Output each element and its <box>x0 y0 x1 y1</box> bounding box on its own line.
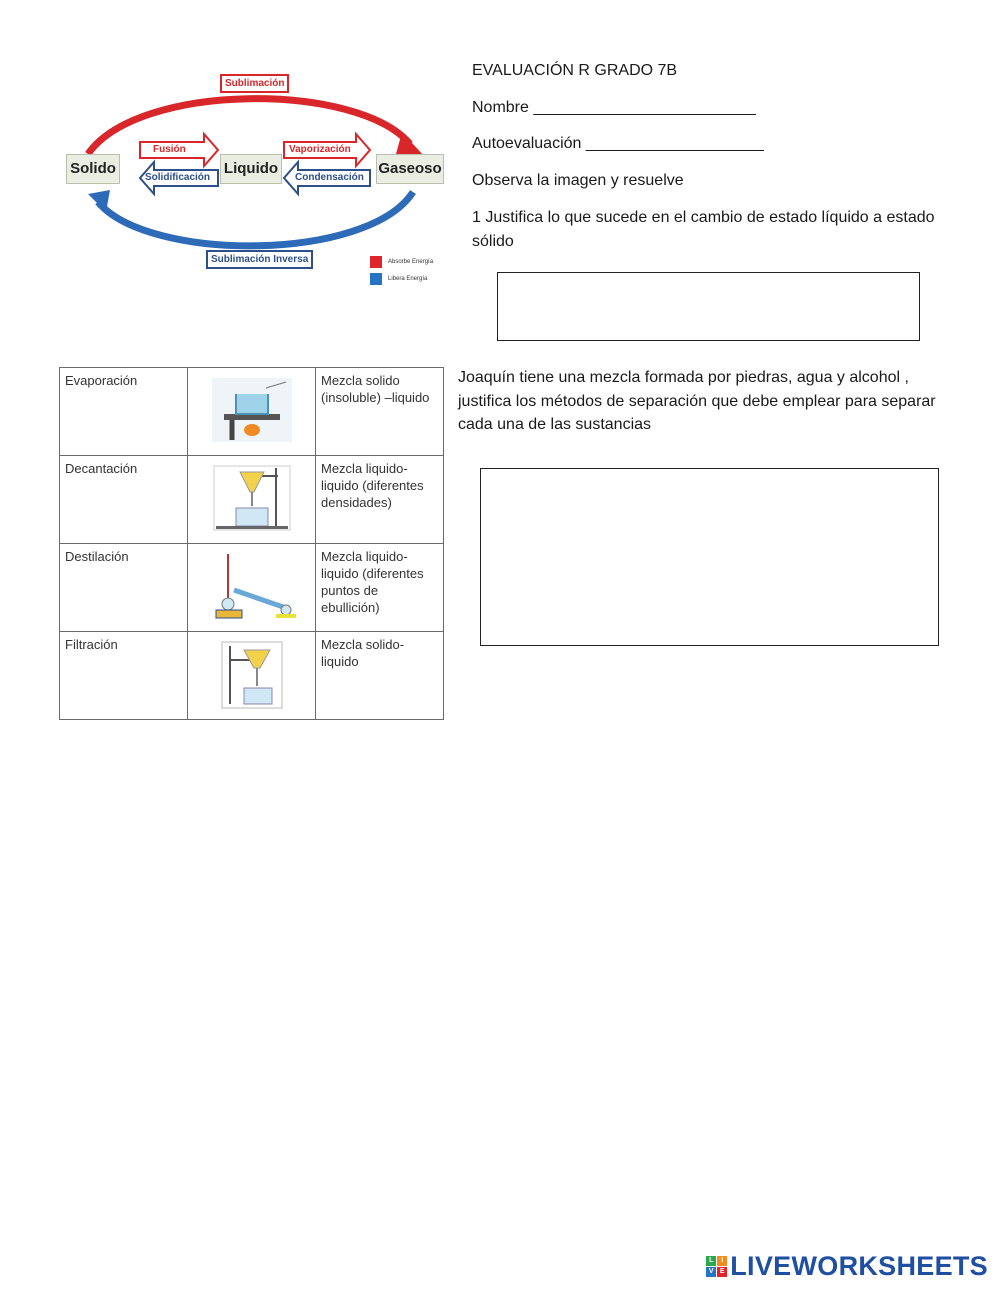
state-changes-diagram <box>58 62 448 294</box>
legend-absorbs-text: Absorbe Energía <box>388 259 434 265</box>
illustration-cell <box>188 368 316 456</box>
filtration-illustration <box>206 638 298 710</box>
fusion-label: Fusión <box>153 144 186 155</box>
inverse-sublimation-arrow <box>98 192 413 246</box>
illustration-cell <box>188 456 316 544</box>
method-cell: Decantación <box>60 456 188 544</box>
method-cell: Evaporación <box>60 368 188 456</box>
illustration-cell <box>188 632 316 720</box>
legend-releases-text: Libera Energía <box>388 276 428 282</box>
logo-tiles-icon <box>706 1256 727 1277</box>
evaporation-illustration <box>206 374 298 446</box>
releases-swatch <box>370 273 382 285</box>
instruction-text: Observa la imagen y resuelve <box>472 172 684 189</box>
question-1: 1 Justifica lo que sucede en el cambio de estado líquido a estado sólido <box>472 209 935 250</box>
logo-tile-l: L <box>706 1256 716 1266</box>
solid-state-box: Solido <box>66 154 120 184</box>
worksheet-title: EVALUACIÓN R GRADO 7B <box>472 62 678 79</box>
mixture-cell: Mezcla liquido-liquido (diferentes puntos de ebullición) <box>316 544 444 632</box>
table-row <box>60 544 444 632</box>
separation-methods-table <box>59 367 444 720</box>
illustration-cell <box>188 544 316 632</box>
logo-tile-e: E <box>717 1267 727 1277</box>
liquid-state-box: Liquido <box>220 154 282 184</box>
decantation-illustration <box>206 462 298 534</box>
inverse-sublimation-label: Sublimación Inversa <box>206 250 313 269</box>
sublimation-label: Sublimación <box>220 74 289 93</box>
legend-releases <box>370 273 427 285</box>
question-2: Joaquín tiene una mezcla formada por piedras, agua y alcohol , justifica los métodos de separación que debe emplear para separar cada una de las sustancias <box>458 369 936 433</box>
logo-tile-i: I <box>717 1256 727 1266</box>
answer-box-1[interactable] <box>497 272 920 341</box>
vaporization-label: Vaporización <box>289 144 351 155</box>
gas-state-box: Gaseoso <box>376 154 444 184</box>
mixture-cell: Mezcla solido-liquido <box>316 632 444 720</box>
name-line: Nombre _________________________ <box>472 99 756 116</box>
liveworksheets-logo <box>706 1251 988 1282</box>
condensation-label: Condensación <box>295 172 364 183</box>
table-row <box>60 456 444 544</box>
method-cell: Destilación <box>60 544 188 632</box>
answer-box-2[interactable] <box>480 468 939 646</box>
method-cell: Filtración <box>60 632 188 720</box>
table-row <box>60 368 444 456</box>
solidification-label: Solidificación <box>145 172 211 183</box>
legend-absorbs <box>370 256 433 268</box>
logo-text: LIVEWORKSHEETS <box>730 1251 988 1281</box>
absorbs-swatch <box>370 256 382 268</box>
distillation-illustration <box>206 550 298 622</box>
logo-tile-v: V <box>706 1267 716 1277</box>
mixture-cell: Mezcla liquido-liquido (diferentes densidades) <box>316 456 444 544</box>
table-row <box>60 632 444 720</box>
mixture-cell: Mezcla solido (insoluble) –liquido <box>316 368 444 456</box>
self-evaluation-line: Autoevaluación ____________________ <box>472 135 764 152</box>
